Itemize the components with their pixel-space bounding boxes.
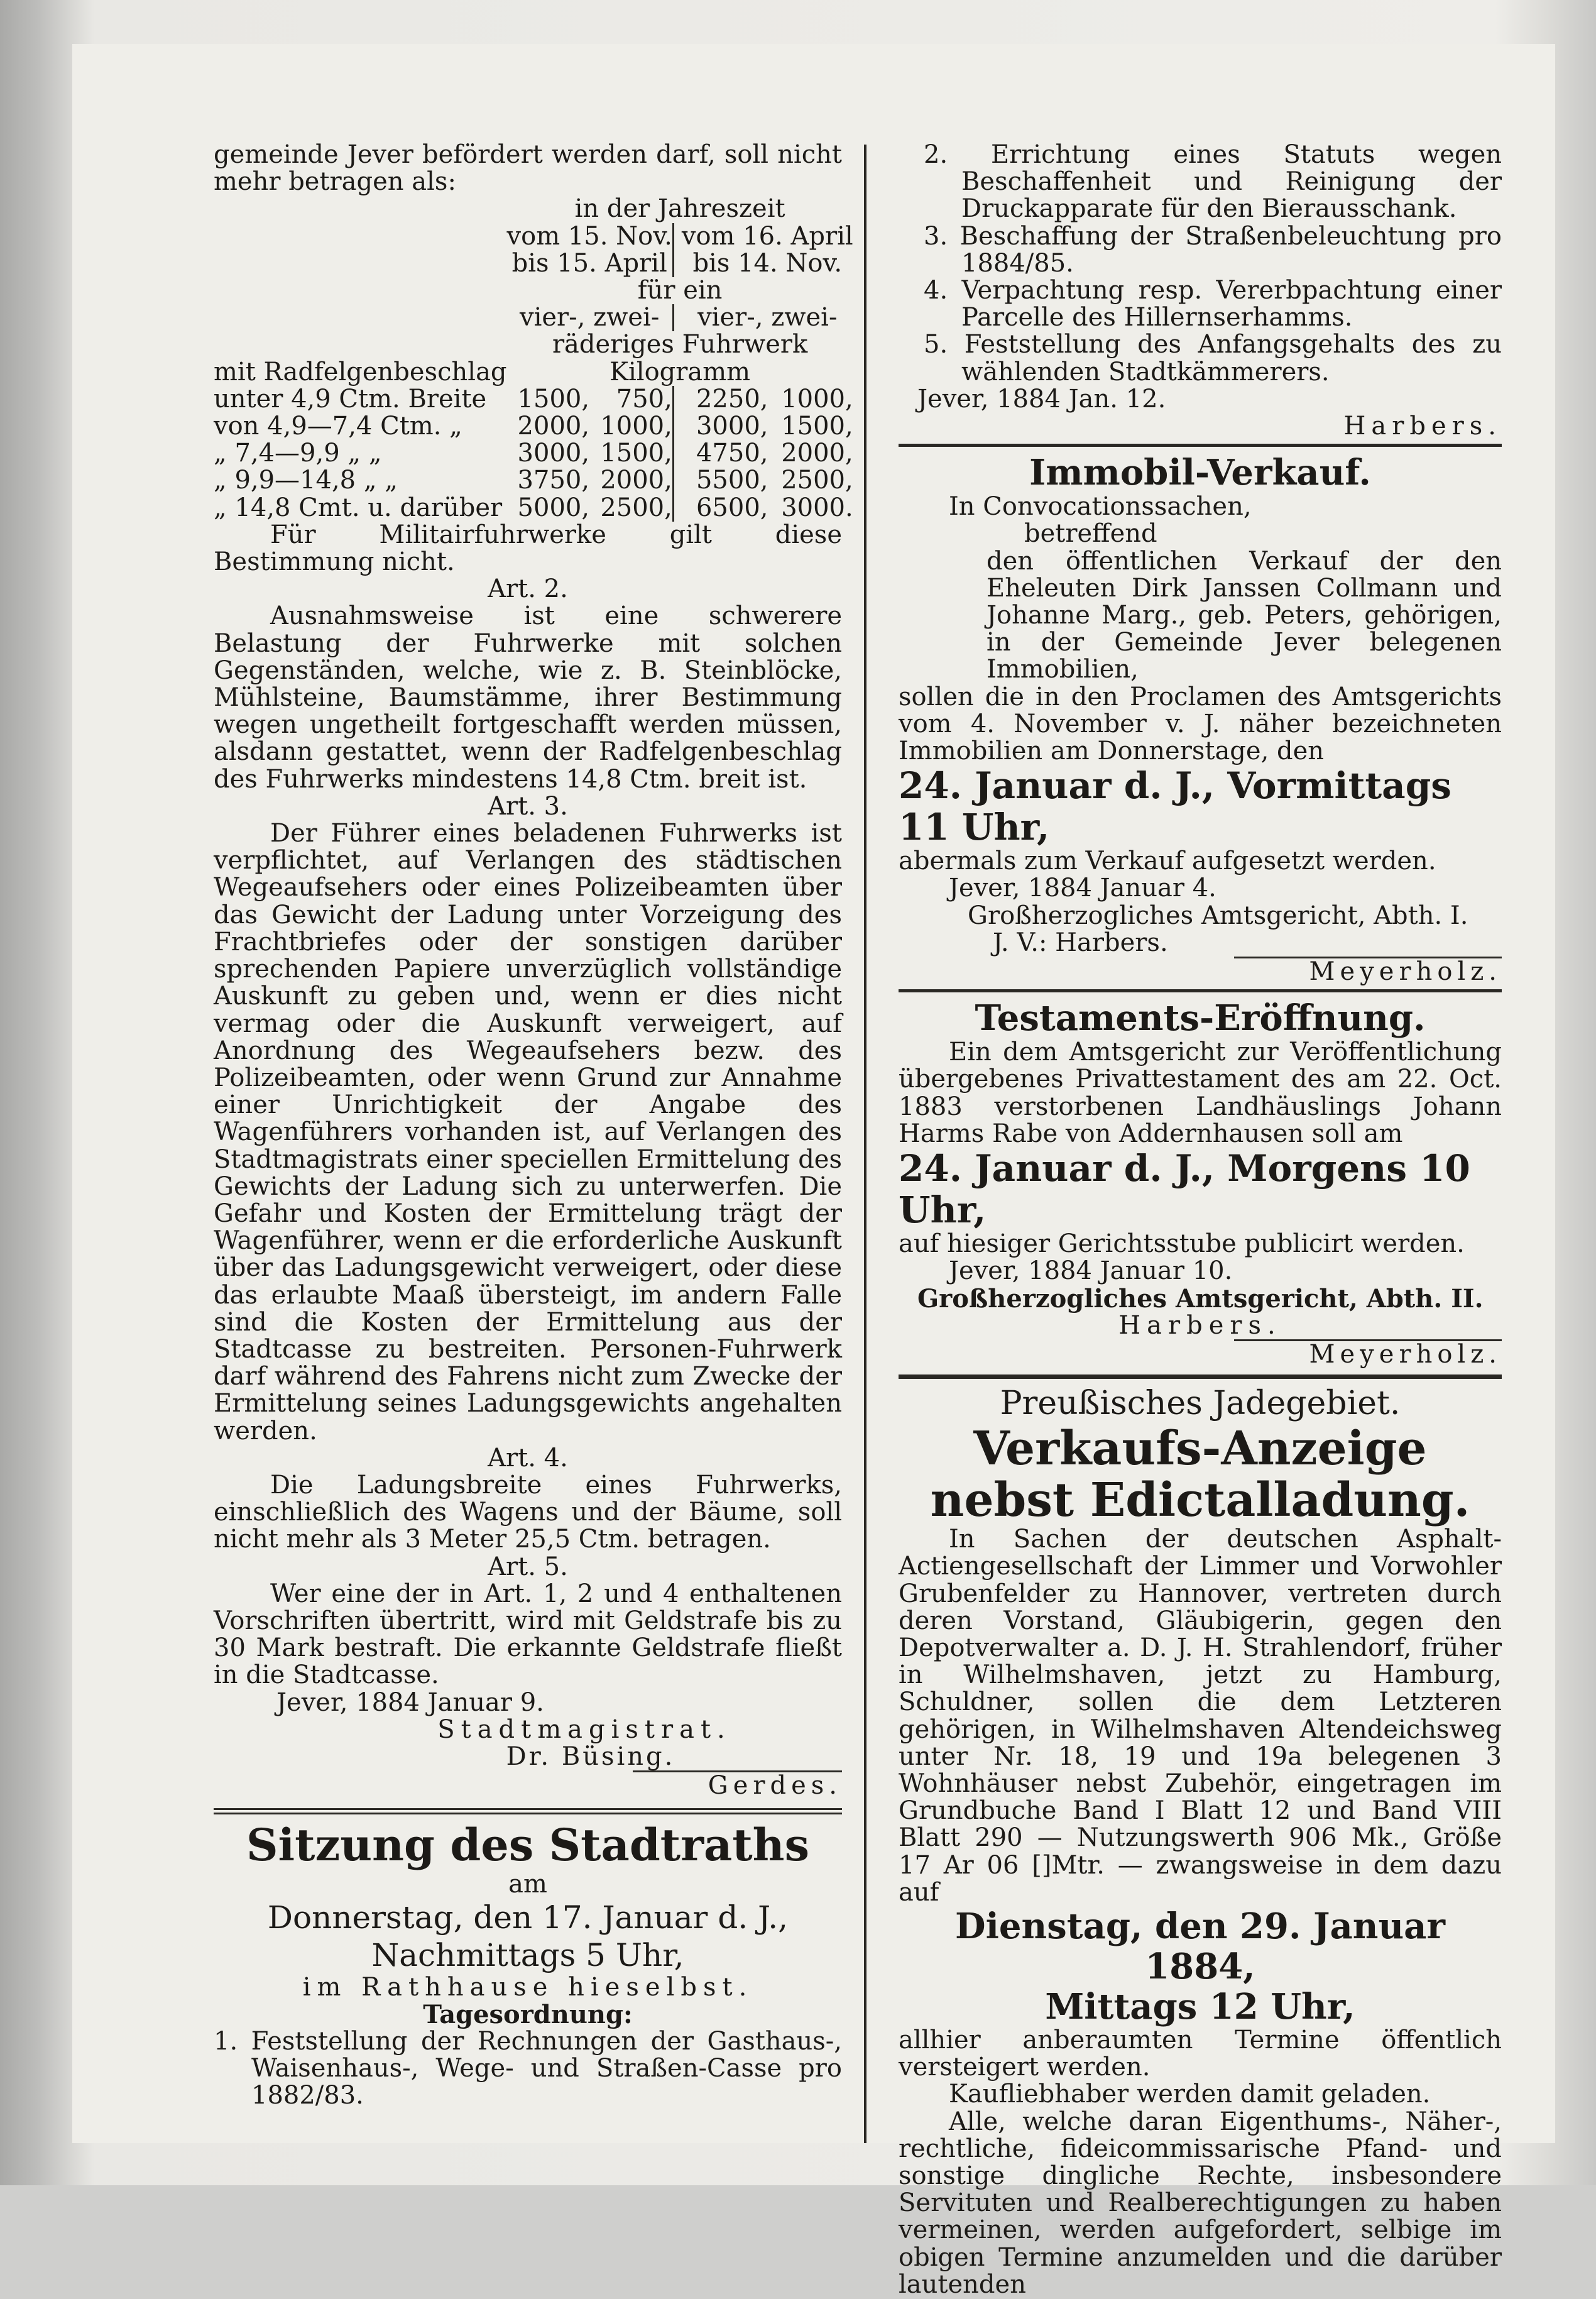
testament-court: Großherzogliches Amtsgericht, Abth. II. [917,1283,1484,1314]
table-row: „ 9,9—14,8 „ „ 3750, 2000, 5500, 2500, [214,466,853,495]
sitzung-title: Sitzung des Stadtraths [246,1819,809,1872]
season-summer-to: bis 14. Nov. [673,250,853,277]
table-row: „ 7,4—9,9 „ „ 3000, 1500, 4750, 2000, [214,439,853,468]
immobil-line-2: betreffend [1024,519,1157,549]
intro-text: gemeinde Jever befördert werden darf, soll nicht mehr betragen als: [214,140,842,197]
art2-text: Ausnahmsweise ist eine schwerere Belastung der Fuhrwerke mit solchen Gegenständen, welche, wie z. B. Steinblöcke, Mühlsteine, Baumstämme, ihrer Bestimmung wegen ungetheilt fortgeschafft werden müssen, alsdann gestattet, wenn der Radfelgenbeschlag des Fuhrwerks mindestens 14,8 Ctm. breit ist. [214,601,842,794]
immobil-line-3: den öffentlichen Verkauf der den Eheleuten Dirk Janssen Collmann und Johanne Marg., geb. Peters, gehörigen, in der Gemeinde Jever belegenen Immobilien, [987,546,1502,684]
wheels-label-1: vier-, zwei- [519,303,660,332]
agenda-item-5: 5. Feststellung des Anfangsgehalts des zu wählenden Stadtkämmerers. [924,330,1502,387]
table-row: „ 14,8 Cmt. u. darüber 5000, 2500, 6500, 3000. [214,493,853,522]
agenda-title: Tagesordnung: [423,1999,633,2029]
wagon-label: räderiges Fuhrwerk [552,330,808,359]
art5-title: Art. 5. [488,1552,568,1581]
fuer-ein-label: für ein [637,276,723,305]
immobil-line-4: sollen die in den Proclamen des Amtsgerichts vom 4. November v. J. näher bezeichneten Immobilien am Donnerstage, den [899,682,1502,766]
testament-signature: Harbers. [1118,1310,1282,1340]
immobil-clerk: Meyerholz. [899,957,1502,985]
section-rule [214,1808,842,1814]
clerk-signature: Gerdes. [214,1770,842,1799]
testament-date: 24. Januar d. J., Morgens 10 Uhr, [899,1147,1470,1232]
agenda-item-1: 1. Feststellung der Rechnungen der Gasthaus-, Waisenhaus-, Wege- und Straßen-Casse pro 1882/83. [214,2027,842,2110]
authority: Stadtmagistrat. [437,1715,731,1744]
military-note: Für Militairfuhrwerke gilt diese Bestimmung nicht. [214,520,842,577]
right-column [899,141,1502,2298]
immobil-date: 24. Januar d. J., Vormittags 11 Uhr, [899,764,1451,849]
season-winter-to: bis 15. April [511,248,667,278]
wheels-label-2: vier-, zwei- [673,304,853,331]
testament-clerk: Meyerholz. [899,1339,1502,1368]
weight-table [214,195,853,521]
art4-title: Art. 4. [488,1443,568,1473]
sale-text-4: Alle, welche daran Eigenthums-, Näher-, rechtliche, fideicommissarische Pfand- und sonstige dingliche Rechte, insbesondere Servituten und Realberechtigungen zu haben vermeinen, werden aufgefordert, selbige im obigen Termine anzumelden und die darüber lautenden [899,2107,1502,2299]
immobil-line-1: In Convocationssachen, [949,492,1252,522]
signer: Dr. Büsing. [506,1742,675,1771]
agenda-item-2: 2. Errichtung eines Statuts wegen Beschaffenheit und Reinigung der Druckapparate für den Bierausschank. [924,140,1502,224]
sale-text-3: Kaufliebhaber werden damit geladen. [949,2080,1431,2109]
column-divider [864,145,866,2143]
sale-text-2: allhier anberaumten Termine öffentlich versteigert werden. [899,2025,1502,2082]
table-row: unter 4,9 Ctm. Breite 1500, 750, 2250, 1000, [214,384,853,414]
art5-text: Wer eine der in Art. 1, 2 und 4 enthaltenen Vorschriften übertritt, wird mit Geldstrafe bis zu 30 Mark bestraft. Die erkannte Geldstrafe fließt in die Stadtcasse. [214,1579,842,1690]
immobil-line-5: abermals zum Verkauf aufgesetzt werden. [899,847,1436,876]
art3-text: Der Führer eines beladenen Fuhrwerks ist verpflichtet, auf Verlangen des städtischen Wegeaufsehers oder eines Polizeibeamten über das Gewicht der Ladung unter Vorzeigung des Frachtbriefes oder der sonstigen darüber sprechenden Papiere unverzüglich vollständige Auskunft zu geben und, wenn er dies nicht vermag oder die Auskunft verweigert, auf Anordnung des Wegeaufsehers bezw. des Polizeibeamten, oder wenn Grund zur Annahme einer Unrichtigkeit der Angabe des Wagenführers vorhanden ist, auf Verlangen des Stadtmagistrats einer speciellen Ermittelung des Gewichts der Ladung sich zu unterwerfen. Die Gefahr und Kosten der Ermittelung trägt der Wagenführer, wenn er die erforderliche Auskunft über das Ladungsgewicht verweigert, oder diese das erlaubte Maaß übersteigt, im andern Falle sind die Kosten der Ermittelung aus der Stadtcasse zu bestreiten. Personen-Fuhrwerk darf während des Fahrens nicht zum Zwecke der Ermittelung seines Ladungsgewichts angehalten werden. [214,819,842,1446]
jade-title: Preußisches Jadegebiet. [1000,1385,1401,1423]
season-header: in der Jahreszeit [574,194,785,224]
sale-time: Mittags 12 Uhr, [1045,1985,1355,2027]
immobil-court: Großherzogliches Amtsgericht, Abth. I. [968,901,1468,930]
art2-title: Art. 2. [488,574,568,604]
section-rule [899,1374,1502,1379]
testament-title: Testaments-Eröffnung. [975,997,1426,1040]
section-rule [899,444,1502,447]
tyre-label: mit Radfelgenbeschlag [214,357,507,387]
sitzung-date: Donnerstag, den 17. Januar d. J., [267,1899,789,1936]
agenda-signature: Harbers. [1343,412,1502,441]
unit-label: Kilogramm [609,357,751,387]
immobil-title: Immobil-Verkauf. [1029,452,1371,494]
am-label: am [508,1870,547,1899]
season-summer-from: vom 16. April [673,223,853,250]
sale-text-1: In Sachen der deutschen Asphalt-Actiengesellschaft der Limmer und Vorwohler Grubenfelder zu Hannover, vertreten durch deren Vorstand, Gläubigerin, gegen den Depotverwalter a. D. J. H. Strahlendorf, früher in Wilhelmshaven, jetzt zu Hamburg, Schuldner, sollen die dem Letzteren gehörigen, in Wilhelmshaven Altendeichsweg unter Nr. 18, 19 und 19a belegenen 3 Wohnhäuser nebst Zubehör, eingetragen im Grundbuche Band I Blatt 12 und Band VIII Blatt 290 — Nutzungswerth 906 Mk., Größe 17 Ar 06 []Mtr. — zwangsweise in dem dazu auf [899,1525,1502,1907]
agenda-item-4: 4. Verpachtung resp. Vererbpachtung einer Parcelle des Hillernserhamms. [924,276,1502,332]
place-date: Jever, 1884 Januar 9. [276,1687,544,1717]
art4-text: Die Ladungsbreite eines Fuhrwerks, einschließlich des Wagens und der Bäume, soll nicht mehr als 3 Meter 25,5 Ctm. betragen. [214,1470,842,1554]
art3-title: Art. 3. [488,791,568,821]
testament-place: Jever, 1884 Januar 10. [949,1256,1233,1286]
sale-title-2: nebst Edictalladung. [930,1473,1470,1528]
sale-date: Dienstag, den 29. Januar 1884, [955,1905,1445,1987]
immobil-place: Jever, 1884 Januar 4. [949,874,1216,903]
table-row: von 4,9—7,4 Ctm. „ 2000, 1000, 3000, 1500, [214,412,853,441]
testament-text-1: Ein dem Amtsgericht zur Veröffentlichung übergebenes Privattestament des am 22. Oct. 1883 verstorbenen Landhäuslings Johann Harms Rabe von Addernhausen soll am [899,1038,1502,1148]
sitzung-place: im Rathhause hieselbst. [302,1972,753,2002]
sitzung-time: Nachmittags 5 Uhr, [371,1936,684,1973]
immobil-signature: J. V.: Harbers. [993,928,1168,957]
season-winter-from: vom 15. Nov. [506,221,672,251]
left-column [214,140,853,2110]
agenda-item-3: 3. Beschaffung der Straßenbeleuchtung pro 1884/85. [924,221,1502,278]
testament-text-2: auf hiesiger Gerichtsstube publicirt werden. [899,1229,1465,1259]
sale-title-1: Verkaufs-Anzeige [973,1422,1427,1476]
agenda-date: Jever, 1884 Jan. 12. [917,384,1166,414]
section-rule [899,989,1502,992]
